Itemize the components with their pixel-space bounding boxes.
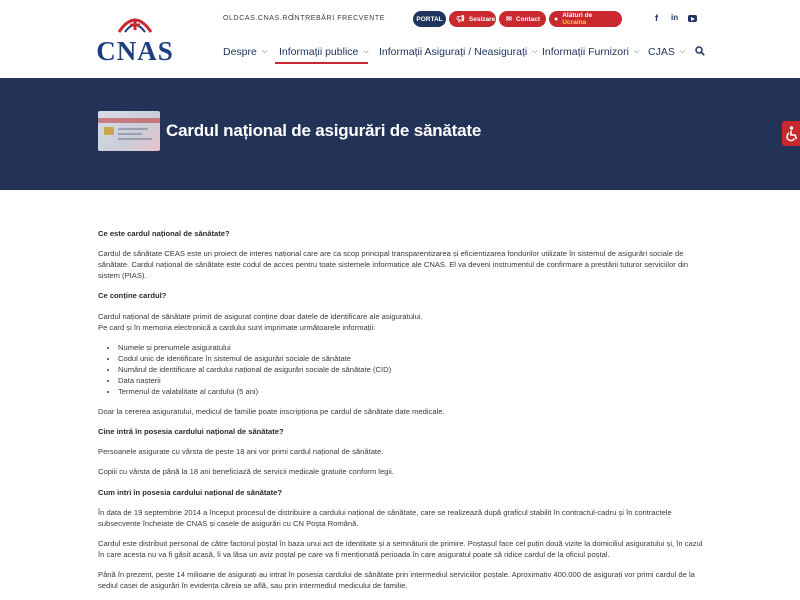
paragraph: În data de 19 septembrie 2014 a început procesul de distribuire a cardului național de sănătate, care se realizează după graficul stabilit în contractul-cadru și în contractele subsecvente încheiate de CNAS și casele de asigurări cu CN Poșta Română.: [98, 507, 672, 528]
nav-cjas[interactable]: [648, 46, 685, 58]
list-item: • Data nașterii: [118, 375, 708, 386]
logo-emblem-icon: [115, 14, 155, 34]
site-header: [0, 0, 800, 78]
linkedin-icon[interactable]: in: [671, 13, 679, 22]
list-item: • Termenul de valabilitate al cardului (5 ani): [118, 386, 708, 397]
nav-label: Informații Asigurați / Neasigurați: [379, 46, 528, 58]
faq-link[interactable]: ÎNTREBĂRI FRECVENTE: [292, 15, 386, 22]
ukraine-button[interactable]: [549, 11, 622, 27]
paragraph: Cardul este distribuit personal de către factorul poștal în baza unui act de identitate și a semnăturii de primire. Poștașul face cel puțin două vizite la domiciliul asiguratului și, în cazul în care acesta nu va fi găsit acasă, îi va lăsa un aviz poștal pe care va fi menționată perioada în care asiguratul poate să ridice cardul de la oficiul poștal.: [98, 538, 703, 559]
nav-informatii-furnizori[interactable]: [542, 46, 639, 58]
section-heading: Ce este cardul național de sănătate?: [98, 229, 230, 238]
ukraine-label: Alături de Ucraina: [562, 12, 593, 26]
paragraph: Cardul național de sănătate primit de asigurat conține doar datele de identificare ale asiguratului. Pe card și în memoria electronică a cardului sunt imprimate următoarele informații:: [98, 311, 423, 332]
cnas-logo[interactable]: [96, 14, 174, 64]
nav-label: Informații Furnizori: [542, 46, 629, 58]
nav-informatii-publice[interactable]: [279, 46, 369, 58]
nav-label: Despre: [223, 46, 257, 58]
sesizare-button[interactable]: [449, 11, 496, 27]
chevron-down-icon: ⌵: [363, 48, 369, 55]
paragraph: Copiii cu vârsta de până la 18 ani beneficiază de servicii medicale gratuite conform legii.: [98, 467, 394, 477]
paragraph: Până în prezent, peste 14 milioane de asigurați au intrat în posesia cardului de sănătate prin intermediul serviciilor poștale. Aproximativ 400.000 de asigurați vor primi cardul de la sediul casei de asigurări în evidența căreia se află, sau prin intermediul medicului de familie.: [98, 570, 695, 591]
envelope-icon: ✉: [506, 16, 512, 23]
youtube-icon[interactable]: [688, 15, 697, 22]
article-content: [98, 228, 708, 600]
paragraph: Doar la cererea asiguratului, medicul de familie poate inscripționa pe cardul de sănătate date medicale.: [98, 406, 445, 416]
nav-label: CJAS: [648, 46, 675, 58]
paragraph: Cardul de sănătate CEAS este un proiect de interes național care are ca scop principal transparentizarea și eficientizarea fondurilor utilizate în sistemul de asigurări sociale de sănătate. Cardul național de sănătate este codul de acces pentru toate sistemele informatice ale CNAS. El va deveni instrumentul de confirmare a prestării tuturor serviciilor din sistem (PIAS).: [98, 249, 689, 281]
section-heading: Ce conține cardul?: [98, 291, 167, 301]
list-item: • Numărul de identificare al cardului național de asigurări sociale de sănătate (CID): [118, 364, 708, 375]
active-nav-indicator: [275, 62, 368, 64]
section-heading: Cine intră în posesia cardului național de sănătate?: [98, 426, 284, 436]
section-heading: Cum intri în posesia cardului național de sănătate?: [98, 487, 282, 497]
card-info-list: [118, 342, 708, 397]
accessibility-button[interactable]: [782, 121, 800, 146]
oldcas-link[interactable]: OLDCAS.CNAS.RO: [223, 15, 295, 22]
portal-label: PORTAL: [416, 15, 443, 23]
megaphone-icon: 📢︎: [456, 16, 465, 23]
sesizare-label: Sesizare: [468, 15, 496, 23]
list-item: • Codul unic de identificare în sistemul de asigurări sociale de sănătate: [118, 353, 708, 364]
facebook-icon[interactable]: f: [655, 13, 658, 23]
chevron-down-icon: ⌵: [261, 48, 268, 55]
health-card-image: [98, 111, 160, 151]
paragraph: Persoanele asigurate cu vârsta de peste 18 ani vor primi cardul național de sănătate.: [98, 447, 384, 457]
contact-label: Contact: [515, 15, 541, 23]
accessibility-icon: [785, 126, 798, 142]
chevron-down-icon: ⌵: [679, 48, 686, 55]
nav-informatii-asigurati[interactable]: [379, 46, 538, 58]
contact-button[interactable]: [499, 11, 546, 27]
search-icon[interactable]: [695, 46, 705, 56]
list-item: • Numele și prenumele asiguratului: [118, 342, 708, 353]
nav-despre[interactable]: [223, 46, 267, 58]
nav-label: Informații publice: [279, 46, 359, 58]
person-icon: ●: [554, 15, 559, 23]
logo-text: CNAS: [96, 36, 174, 66]
page-hero: [0, 78, 800, 190]
chevron-down-icon: ⌵: [532, 48, 538, 55]
chevron-down-icon: ⌵: [633, 48, 640, 55]
page-title: Cardul național de asigurări de sănătate: [166, 121, 482, 140]
portal-button[interactable]: [413, 11, 446, 27]
